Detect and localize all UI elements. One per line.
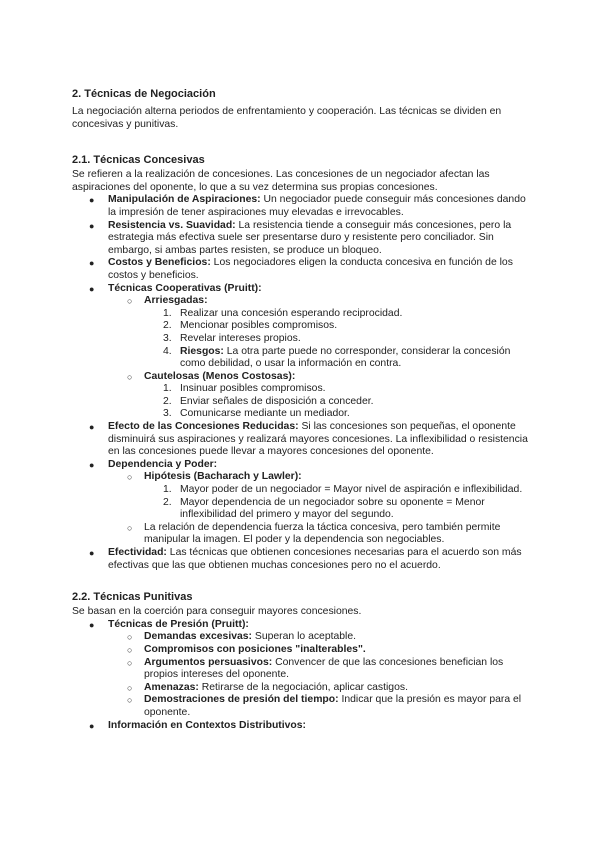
list-number: 2. bbox=[163, 496, 172, 508]
list-item bbox=[72, 421, 528, 459]
item-term: Costos y Beneficios: bbox=[108, 257, 211, 269]
item-text: Mayor dependencia de un negociador sobre su oponente = Menor inflexibilidad del primero y mayor del segundo. bbox=[180, 496, 485, 521]
item-term: Demostraciones de presión del tiempo: bbox=[144, 694, 339, 706]
item-text: La relación de dependencia fuerza la táctica concesiva, pero también permite manipular la imagen. El poder y la dependencia son negociables. bbox=[144, 521, 501, 546]
list-number: 3. bbox=[163, 332, 172, 344]
list-number: 1. bbox=[163, 383, 172, 395]
item-text: Enviar señales de disposición a conceder. bbox=[180, 395, 374, 407]
item-term: Cautelosas (Menos Costosas): bbox=[144, 370, 296, 382]
list-item bbox=[108, 522, 528, 547]
arriesgadas-list bbox=[144, 308, 528, 371]
cautelosas-list bbox=[144, 383, 528, 421]
bullet-icon: ● bbox=[89, 422, 95, 433]
dependencia-sublist bbox=[108, 471, 528, 547]
item-text: Retirarse de la negociación, aplicar castigos. bbox=[198, 681, 408, 693]
item-text: Los negociadores eligen la conducta concesiva en función de los costos y beneficios. bbox=[108, 257, 513, 281]
item-text: Superan lo aceptable. bbox=[252, 631, 357, 643]
list-item bbox=[72, 257, 528, 282]
section-2-title: 2. Técnicas de Negociación bbox=[72, 88, 216, 100]
item-term: Amenazas: bbox=[144, 681, 199, 693]
list-item bbox=[108, 471, 528, 521]
bullet-icon: ● bbox=[89, 720, 95, 731]
item-text: Mencionar posibles compromisos. bbox=[180, 320, 338, 332]
section-2-1-title: 2.1. Técnicas Concesivas bbox=[72, 154, 205, 167]
bullet-icon: ● bbox=[89, 459, 95, 470]
item-text: Indicar que la presión es mayor para el oponente. bbox=[144, 694, 522, 718]
circle-bullet-icon: ○ bbox=[127, 632, 133, 643]
item-term: Información en Contextos Distributivos: bbox=[108, 719, 307, 731]
list-item bbox=[72, 619, 528, 720]
list-item bbox=[144, 308, 528, 321]
item-text: Realizar una concesión esperando reciprocidad. bbox=[180, 307, 403, 319]
list-item bbox=[108, 295, 528, 371]
bullet-icon: ● bbox=[89, 619, 95, 630]
item-term: Dependencia y Poder: bbox=[108, 458, 218, 470]
item-text: Revelar intereses propios. bbox=[180, 332, 301, 344]
section-2-intro: La negociación alterna periodos de enfrentamiento y cooperación. Las técnicas se dividen en concesivas y punitivas. bbox=[72, 106, 502, 130]
item-text: La otra parte puede no corresponder, considerar la concesión como debilidad, o usar la información en contra. bbox=[180, 345, 511, 370]
item-text: Insinuar posibles compromisos. bbox=[180, 383, 326, 395]
list-item bbox=[108, 682, 528, 695]
cooperativas-sublist bbox=[108, 295, 528, 421]
item-term: Compromisos con posiciones "inalterables". bbox=[144, 643, 366, 655]
list-item bbox=[144, 497, 528, 522]
bullet-icon: ● bbox=[89, 258, 95, 269]
list-item bbox=[108, 694, 528, 719]
list-item bbox=[72, 547, 528, 572]
section-2-2-title: 2.2. Técnicas Punitivas bbox=[72, 591, 193, 604]
item-term: Demandas excesivas: bbox=[144, 631, 253, 643]
presion-sublist bbox=[108, 631, 528, 719]
item-term: Técnicas Cooperativas (Pruitt): bbox=[108, 282, 262, 294]
list-item bbox=[108, 657, 528, 682]
list-item bbox=[144, 484, 528, 497]
list-item bbox=[72, 220, 528, 258]
item-term: Resistencia vs. Suavidad: bbox=[108, 219, 236, 231]
list-item bbox=[144, 408, 528, 421]
list-item bbox=[108, 644, 528, 657]
list-item bbox=[108, 371, 528, 421]
circle-bullet-icon: ○ bbox=[127, 522, 133, 533]
list-item bbox=[144, 346, 528, 371]
circle-bullet-icon: ○ bbox=[127, 371, 133, 382]
hipotesis-list bbox=[144, 484, 528, 522]
item-text: Convencer de que las concesiones benefician los propios intereses del oponente. bbox=[144, 656, 504, 681]
list-item bbox=[108, 631, 528, 644]
item-term: Manipulación de Aspiraciones: bbox=[108, 194, 261, 206]
bullet-icon: ● bbox=[89, 220, 95, 231]
bullet-icon: ● bbox=[89, 195, 95, 206]
item-text: La resistencia tiende a conseguir más concesiones, pero la estrategia más efectiva suele ser presentarse duro y resistente pero conciliador. Sin embargo, si ambas partes resisten, se produce un bloqueo. bbox=[108, 219, 512, 256]
item-term: Argumentos persuasivos: bbox=[144, 656, 273, 668]
circle-bullet-icon: ○ bbox=[127, 472, 133, 483]
circle-bullet-icon: ○ bbox=[127, 657, 133, 668]
item-text: Mayor poder de un negociador = Mayor nivel de aspiración e inflexibilidad. bbox=[180, 484, 523, 496]
item-text: Si las concesiones son pequeñas, el oponente disminuirá sus aspiraciones y realizará mayores concesiones. La inflexibilidad o resistencia en las concesiones puede llevar a mayores concesiones del oponente. bbox=[108, 421, 528, 458]
list-number: 3. bbox=[163, 408, 172, 420]
list-item bbox=[72, 283, 528, 422]
list-number: 1. bbox=[163, 307, 172, 319]
item-term: Técnicas de Presión (Pruitt): bbox=[108, 618, 249, 630]
list-item bbox=[144, 320, 528, 333]
list-item bbox=[144, 396, 528, 409]
circle-bullet-icon: ○ bbox=[127, 296, 133, 307]
list-item bbox=[72, 194, 528, 219]
list-item bbox=[72, 720, 528, 733]
list-number: 2. bbox=[163, 395, 172, 407]
circle-bullet-icon: ○ bbox=[127, 644, 133, 655]
list-item bbox=[144, 333, 528, 346]
concesivas-list bbox=[72, 194, 528, 572]
item-text: Un negociador puede conseguir más concesiones dando la impresión de tener aspiraciones muy elevadas e irrevocables. bbox=[108, 194, 526, 218]
section-2-1-intro: Se refieren a la realización de concesiones. Las concesiones de un negociador afectan las aspiraciones del oponente, lo que a su vez determina sus propias concesiones. bbox=[72, 169, 490, 193]
bullet-icon: ● bbox=[89, 283, 95, 294]
document-page bbox=[72, 88, 528, 732]
section-2-2-intro: Se basan en la coerción para conseguir mayores concesiones. bbox=[72, 606, 362, 618]
bullet-icon: ● bbox=[89, 548, 95, 558]
circle-bullet-icon: ○ bbox=[127, 695, 133, 706]
item-term: Riesgos: bbox=[180, 345, 224, 357]
item-text: Comunicarse mediante un mediador. bbox=[180, 408, 350, 420]
list-item bbox=[72, 459, 528, 547]
list-number: 2. bbox=[163, 320, 172, 332]
list-number: 1. bbox=[163, 484, 172, 496]
item-term: Arriesgadas: bbox=[144, 295, 208, 307]
list-number: 4. bbox=[163, 345, 172, 357]
list-item bbox=[144, 383, 528, 396]
punitivas-list bbox=[72, 619, 528, 732]
item-text: Las técnicas que obtienen concesiones necesarias para el acuerdo son más efectivas que las que obtienen muchas concesiones pero no el acuerdo. bbox=[108, 547, 522, 571]
circle-bullet-icon: ○ bbox=[127, 682, 133, 693]
item-term: Efecto de las Concesiones Reducidas: bbox=[108, 421, 299, 433]
item-term: Hipótesis (Bacharach y Lawler): bbox=[144, 471, 302, 483]
item-term: Efectividad: bbox=[108, 547, 167, 558]
